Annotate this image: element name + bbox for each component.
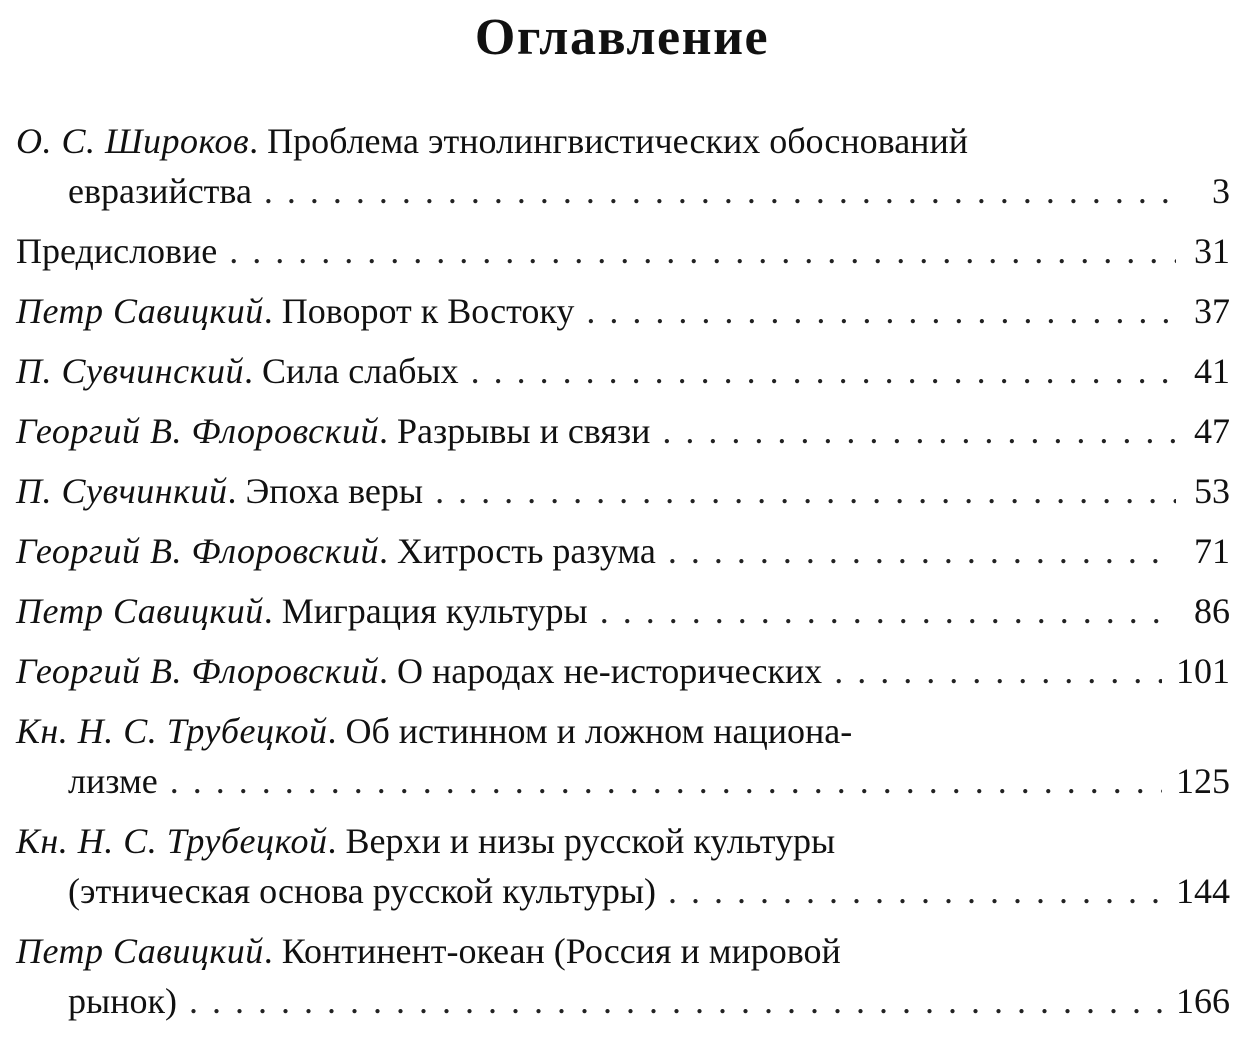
toc-entry [16, 286, 1230, 336]
toc-title-continued: рынок) [68, 981, 177, 1021]
toc-author: Георгий В. Флоровский [16, 531, 379, 571]
toc-author: П. Сувчинкий [16, 471, 228, 511]
toc-separator: . [378, 651, 397, 691]
toc-title: Эпоха веры [245, 471, 424, 511]
page-title: Оглавление [474, 9, 770, 66]
dot-leader [668, 866, 1162, 916]
toc-title: Верхи и низы русской культуры [345, 821, 836, 861]
dot-leader [662, 406, 1176, 456]
toc-title-continued: евразийства [68, 171, 252, 211]
toc-separator: . [378, 531, 397, 571]
toc-title: Предисловие [16, 231, 218, 271]
toc-separator: . [327, 821, 346, 861]
toc-separator: . [263, 931, 282, 971]
toc-separator: . [263, 591, 282, 631]
toc-title: Хитрость разума [396, 531, 656, 571]
toc-page-number: 166 [1176, 981, 1230, 1021]
toc-page-number: 47 [1194, 411, 1230, 451]
toc-page-number: 41 [1194, 351, 1230, 391]
toc-entry [16, 466, 1230, 516]
toc-author: П. Сувчинский [16, 351, 244, 391]
toc-entry [16, 646, 1230, 696]
toc-title: Миграция культуры [281, 591, 588, 631]
toc-entry [16, 346, 1230, 396]
toc-page-number: 31 [1194, 231, 1230, 271]
toc-author: Петр Савицкий [16, 291, 264, 331]
toc-page-number: 71 [1194, 531, 1230, 571]
dot-leader [600, 586, 1176, 636]
toc-title: Континент-океан (Россия и мировой [281, 931, 841, 971]
toc-page-number: 53 [1194, 471, 1230, 511]
dot-leader [264, 166, 1176, 216]
toc-page-number: 101 [1176, 651, 1230, 691]
toc-separator: . [249, 121, 268, 161]
toc-separator: . [327, 711, 346, 751]
dot-leader [668, 526, 1176, 576]
toc-author: Петр Савицкий [16, 591, 264, 631]
toc-author: Георгий В. Флоровский [16, 651, 379, 691]
dot-leader [834, 646, 1162, 696]
toc-author: Георгий В. Флоровский [16, 411, 379, 451]
toc-page-number: 3 [1212, 171, 1230, 211]
table-of-contents [16, 116, 1230, 1036]
toc-entry [16, 116, 1230, 216]
dot-leader [170, 756, 1162, 806]
toc-title: Об истинном и ложном национа- [345, 711, 853, 751]
toc-title-continued: (этническая основа русской культуры) [68, 871, 657, 911]
toc-author: О. С. Широков [16, 121, 250, 161]
toc-separator: . [263, 291, 282, 331]
toc-entry [16, 586, 1230, 636]
toc-author: Кн. Н. С. Трубецкой [16, 711, 328, 751]
toc-author: Петр Савицкий [16, 931, 264, 971]
toc-page-number: 125 [1176, 761, 1230, 801]
toc-entry [16, 526, 1230, 576]
toc-title: О народах не-исторических [396, 651, 823, 691]
dot-leader [471, 346, 1176, 396]
toc-page-number: 37 [1194, 291, 1230, 331]
toc-entry [16, 816, 1230, 916]
toc-separator: . [243, 351, 262, 391]
toc-page-number: 86 [1194, 591, 1230, 631]
toc-entry [16, 926, 1230, 1026]
toc-title: Сила слабых [261, 351, 459, 391]
toc-entry [16, 406, 1230, 456]
toc-page-number: 144 [1176, 871, 1230, 911]
toc-title: Поворот к Востоку [281, 291, 575, 331]
toc-entry [16, 226, 1230, 276]
dot-leader [189, 976, 1162, 1026]
toc-entry [16, 706, 1230, 806]
toc-separator: . [378, 411, 397, 451]
toc-title-continued: лизме [68, 761, 158, 801]
dot-leader [435, 466, 1176, 516]
toc-title: Проблема этнолингвистических обоснований [267, 121, 968, 161]
toc-author: Кн. Н. С. Трубецкой [16, 821, 328, 861]
dot-leader [586, 286, 1176, 336]
dot-leader [229, 226, 1176, 276]
toc-separator: . [227, 471, 246, 511]
toc-title: Разрывы и связи [396, 411, 651, 451]
